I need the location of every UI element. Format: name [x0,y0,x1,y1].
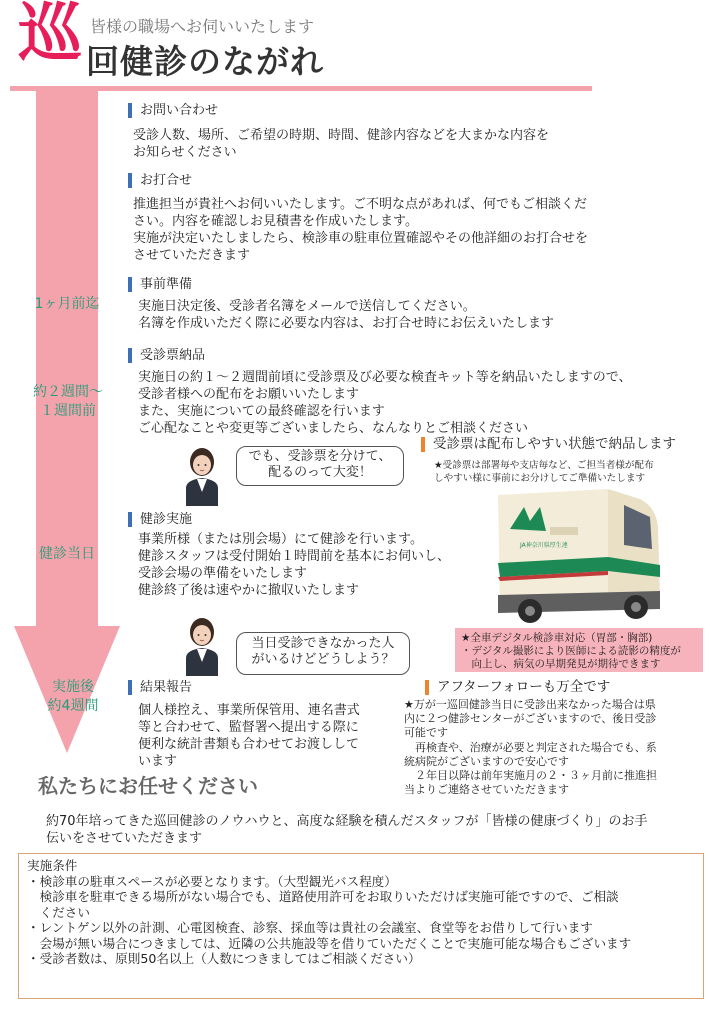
section-heading-inquiry: お問い合わせ [128,103,218,118]
section-heading-exam: 健診実施 [128,512,192,527]
section-body-meeting: 推進担当が貴社へお伺いいたします。ご不明な点があれば、何でもご相談くだ さい。内容を確認しお見積書を作成いたします。 実施が決定いたしましたら、検診車の駐車位置確認やその他詳細のお打合せを させていただきます [133,197,589,263]
section-heading-delivery: 受診票納品 [128,348,205,363]
conditions-item: ・検診車の駐車スペースが必要となります。（大型観光バス程度） [27,873,397,889]
section-heading-delivery-feature: 受診票は配布しやすい状態で納品します [421,437,676,452]
staff-illustration-2 [180,612,224,676]
speech-bubble-1: でも、受診票を分けて、 配るのって大変！ [236,446,404,486]
aftercare-body: ★万が一巡回健診当日に受診出来なかった場合は県 内に２つ健診センターがございますので、後日受診 可能です 再検査や、治療が必要と判定された場合でも、系 統病院がございますので安心です ２年目以降は前年実施月の２・３ヶ月前に推進担 当よりご連絡させていただきます [404,698,657,797]
header-big-kanji: 巡 [18,0,82,71]
truck-logo-text: JA神奈川県厚生連 [520,542,568,549]
header-subtitle: 皆様の職場へお伺いいたします [90,17,315,36]
conditions-item: 検診車を駐車できる場所がない場合でも、道路使用許可をお取りいただけば実施可能ですので、ご相談 [27,889,619,904]
timeline-label-2weeks: 約２週間～ １週間前 [33,384,103,419]
section-heading-report: 結果報告 [128,680,192,695]
closing-body: 約70年培ってきた巡回健診のノウハウと、高度な経験を積んだスタッフが「皆様の健康づくり」のお手 伝いをさせていただきます [46,814,648,846]
conditions-item: ・受診者数は、原則50名以上（人数につきましてはご相談ください） [27,951,421,966]
medical-truck-image [490,487,668,629]
timeline-label-exam-day: 健診当日 [39,546,95,562]
timeline-label-after: 実施後 約4週間 [47,679,99,714]
speech-bubble-2: 当日受診できなかった人 がいるけどどうしよう？ [236,632,410,675]
closing-title: 私たちにお任せください [38,774,258,798]
timeline-arrow [0,88,120,768]
conditions-box [18,853,704,999]
conditions-item: ください [27,904,90,920]
conditions-item: ・レントゲン以外の計測、心電図検査、診察、採血等は貴社の会議室、食堂等をお借りして行います [27,920,593,935]
staff-illustration-1 [180,442,224,506]
page-title: 回健診のながれ [86,42,324,81]
section-heading-meeting: お打合せ [128,173,192,188]
section-body-report: 個人様控え、事業所保管用、連名書式 等と合わせて、監督署へ提出する際に 便利な統計書類も合わせてお渡しして います [138,703,360,769]
section-heading-aftercare: アフターフォローも万全です [425,680,610,695]
conditions-item: 会場が無い場合につきましては、近隣の公共施設等を借りていただくことで実施可能な場合もございます [27,935,632,951]
digital-exam-info-box: ★全車デジタル検診車対応（胃部・胸部) ・デジタル撮影により医師による読影の精度が 向上し、病気の早期発見が期待できます [455,628,703,672]
section-body-prep: 実施日決定後、受診者名簿をメールで送信してください。 名簿を作成いただく際に必要な内容は、お打合せ時にお伝えいたします [138,299,555,331]
conditions-heading: 実施条件 [27,858,78,873]
section-heading-prep: 事前準備 [128,277,192,292]
timeline-label-1month: 1ヶ月前迄 [34,296,100,312]
delivery-feature-note: ★受診票は部署毎や支店毎など、ご担当者様が配布 しやすい様に事前にお分けしてご準備いたします [434,460,654,484]
section-body-exam: 事業所様（または別会場）にて健診を行います。 健診スタッフは受付開始１時間前を基本にお伺いし、 受診会場の準備をいたします 健診終了後は速やかに撤収いたします [138,532,451,598]
section-body-inquiry: 受診人数、場所、ご希望の時期、時間、健診内容などを大まかな内容を お知らせください [133,128,550,160]
section-body-delivery: 実施日の約１～２週間前頃に受診票及び必要な検査キット等を納品いたしますので、 受診者様への配布をお願いいたします また、実施についての最終確認を行います ご心配なことや変更等ございましたら、なんなりとご相談ください [138,370,632,436]
